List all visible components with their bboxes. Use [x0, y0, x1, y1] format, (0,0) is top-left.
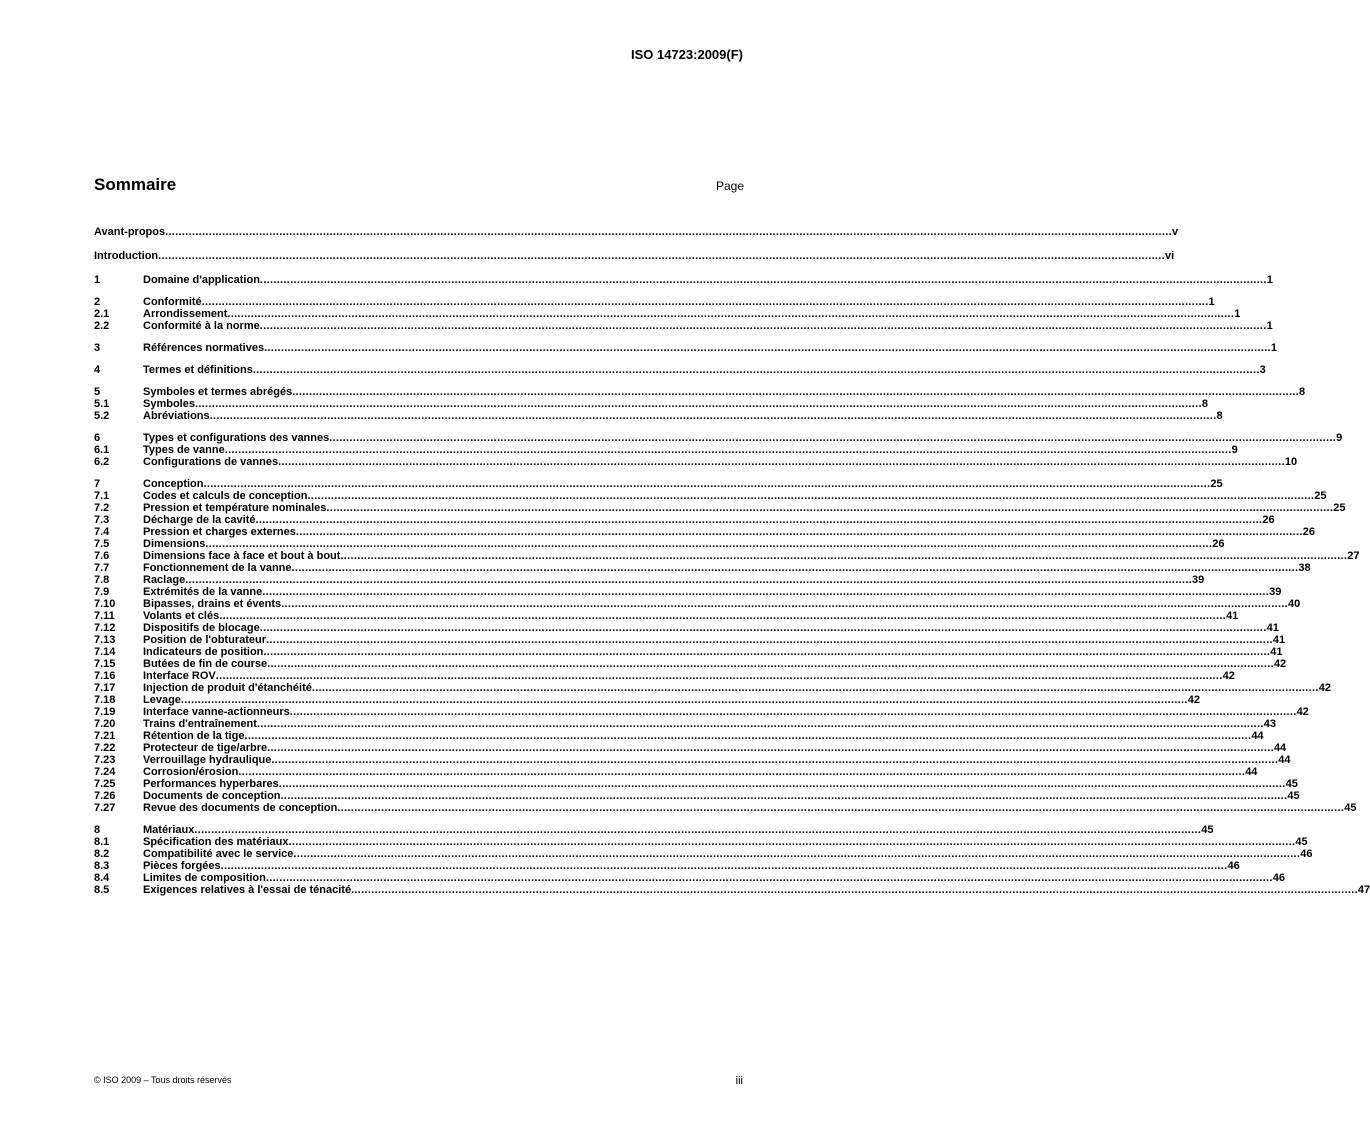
toc-entry-page: 25 [1314, 490, 1327, 502]
toc-dot-leader: ............................................................................................................................................................................................................................................................................................................ [267, 742, 1274, 754]
toc-entry-page: 25 [1210, 478, 1223, 490]
toc-entry[interactable] [94, 598, 1301, 610]
toc-dot-leader: ............................................................................................................................................................................................................................................................................................................ [280, 790, 1288, 802]
toc-entry-page: 43 [1263, 718, 1276, 730]
toc-entry-title: Domaine d'application [143, 274, 260, 286]
toc-entry[interactable] [94, 706, 1309, 718]
toc-dot-leader: ............................................................................................................................................................................................................................................................................................................ [201, 296, 1209, 308]
toc-entry-page: 46 [1227, 860, 1240, 872]
toc-entry-number: 4 [94, 364, 101, 376]
toc-entry-title: Configurations de vannes [143, 456, 279, 468]
toc-entry-number: 8.3 [94, 860, 110, 872]
toc-entry-number: 7.11 [94, 610, 115, 622]
toc-dot-leader: ............................................................................................................................................................................................................................................................................................................ [291, 562, 1299, 574]
toc-entry-number: 5.1 [94, 398, 110, 410]
toc-entry-title: Types de vanne [143, 444, 225, 456]
toc-entry-page: 41 [1270, 646, 1283, 658]
toc-entry-number: 7.8 [94, 574, 110, 586]
toc-entry-title: Codes et calculs de conception [143, 490, 308, 502]
toc-dot-leader: ............................................................................................................................................................................................................................................................................................................ [256, 718, 1264, 730]
toc-dot-leader: ............................................................................................................................................................................................................................................................................................................ [262, 586, 1270, 598]
toc-entry-number: 6.1 [94, 444, 110, 456]
toc-entry[interactable] [94, 730, 1264, 742]
toc-entry-page: 1 [1208, 296, 1215, 308]
toc-dot-leader: ............................................................................................................................................................................................................................................................................................................ [265, 872, 1273, 884]
toc-entry-title: Conformité à la norme [143, 320, 260, 332]
toc-entry-title: Levage [143, 694, 181, 706]
toc-entry-number: 7.10 [94, 598, 116, 610]
toc-entry-page: 45 [1287, 790, 1300, 802]
toc-entry-title: Symboles [143, 398, 195, 410]
toc-entry[interactable] [94, 670, 1235, 682]
toc-entry[interactable] [94, 274, 1273, 286]
toc-entry-number: 7.5 [94, 538, 110, 550]
toc-entry-page: 45 [1201, 824, 1214, 836]
toc-entry[interactable] [94, 386, 1306, 398]
toc-entry-title: Conception [143, 478, 204, 490]
toc-entry-page: 8 [1201, 398, 1208, 410]
toc-dot-leader: ............................................................................................................................................................................................................................................................................................................ [259, 274, 1267, 286]
toc-entry-number: 2 [94, 296, 101, 308]
toc-dot-leader: ............................................................................................................................................................................................................................................................................................................ [165, 226, 1172, 238]
toc-dot-leader: ............................................................................................................................................................................................................................................................................................................ [289, 706, 1297, 718]
toc-entry[interactable] [94, 610, 1239, 622]
toc-entry[interactable] [94, 766, 1258, 778]
toc-dot-leader: ............................................................................................................................................................................................................................................................................................................ [292, 386, 1300, 398]
toc-dot-leader: ............................................................................................................................................................................................................................................................................................................ [259, 622, 1267, 634]
toc-dot-leader: ............................................................................................................................................................................................................................................................................................................ [329, 432, 1337, 444]
toc-entry-title: Dimensions [143, 538, 206, 550]
toc-entry-number: 7.15 [94, 658, 116, 670]
toc-dot-leader: ............................................................................................................................................................................................................................................................................................................ [266, 634, 1273, 646]
toc-entry-title: Rétention de la tige [143, 730, 245, 742]
toc-entry[interactable] [94, 456, 1298, 468]
toc-entry[interactable] [94, 694, 1201, 706]
toc-entry-title: Corrosion/érosion [143, 766, 239, 778]
toc-dot-leader: ............................................................................................................................................................................................................................................................................................................ [205, 538, 1213, 550]
toc-heading [94, 175, 744, 199]
toc-entry-number: 7.1 [94, 490, 110, 502]
toc-entry-page: 44 [1273, 742, 1287, 754]
toc-dot-leader: ............................................................................................................................................................................................................................................................................................................ [293, 848, 1301, 860]
toc-dot-leader: ............................................................................................................................................................................................................................................................................................................ [224, 444, 1232, 456]
toc-entry[interactable] [94, 848, 1313, 860]
toc-dot-leader: ............................................................................................................................................................................................................................................................................................................ [259, 320, 1267, 332]
toc-dot-leader: ............................................................................................................................................................................................................................................................................................................ [227, 308, 1235, 320]
toc-entry[interactable] [94, 790, 1300, 802]
toc-entry-title: Limites de composition [143, 872, 266, 884]
toc-entry-title: Indicateurs de position [143, 646, 264, 658]
toc-entry-number: 7.24 [94, 766, 116, 778]
toc-entry-title: Interface vanne-actionneurs [143, 706, 290, 718]
toc-dot-leader: ............................................................................................................................................................................................................................................................................................................ [307, 490, 1315, 502]
toc-entry-title: Position de l'obturateur [143, 634, 267, 646]
toc-dot-leader: ............................................................................................................................................................................................................................................................................................................ [238, 766, 1246, 778]
toc-entry[interactable] [94, 718, 1276, 730]
toc-dot-leader: ............................................................................................................................................................................................................................................................................................................ [244, 730, 1252, 742]
toc-entry-title: Arrondissement [143, 308, 228, 320]
toc-entry-page: 42 [1296, 706, 1309, 718]
toc-dot-leader: ............................................................................................................................................................................................................................................................................................................ [264, 342, 1271, 354]
toc-entry[interactable] [94, 444, 1238, 456]
toc-entry-number: 2.2 [94, 320, 110, 332]
toc-entry-title: Documents de conception [143, 790, 281, 802]
toc-entry-title: Abréviations [143, 410, 210, 422]
toc-dot-leader: ............................................................................................................................................................................................................................................................................................................ [311, 682, 1319, 694]
toc-entry[interactable] [94, 320, 1273, 332]
toc-entry-number: 7.25 [94, 778, 116, 790]
toc-entry-number: 7.18 [94, 694, 116, 706]
toc-dot-leader: ............................................................................................................................................................................................................................................................................................................ [209, 410, 1217, 422]
toc-entry[interactable] [94, 502, 1346, 514]
toc-entry-number: 7 [94, 478, 101, 490]
toc-dot-leader: ............................................................................................................................................................................................................................................................................................................ [215, 670, 1223, 682]
toc-entry-title: Trains d'entraînement [143, 718, 257, 730]
toc-entry-title: Références normatives [143, 342, 265, 354]
toc-entry-page: 38 [1298, 562, 1311, 574]
toc-entry-page: 42 [1222, 670, 1235, 682]
copyright-notice: © ISO 2009 – Tous droits réservés [94, 1075, 232, 1085]
toc-entry-title: Symboles et termes abrégés [143, 386, 293, 398]
toc-entry-title: Bipasses, drains et évents [143, 598, 282, 610]
toc-entry-number: 6 [94, 432, 101, 444]
toc-entry[interactable] [94, 754, 1291, 766]
toc-entry[interactable] [94, 550, 1360, 562]
toc-entry-page: 39 [1269, 586, 1282, 598]
toc-entry-number: 8.2 [94, 848, 110, 860]
toc-entry-number: 7.26 [94, 790, 116, 802]
toc-entry[interactable] [94, 860, 1240, 872]
toc-entry-page: 44 [1278, 754, 1291, 766]
toc-entry-page: 47 [1357, 884, 1370, 896]
toc-entry-number: 7.6 [94, 550, 110, 562]
toc-entry-number: 5 [94, 386, 101, 398]
toc-dot-leader: ............................................................................................................................................................................................................................................................................................................ [252, 364, 1260, 376]
toc-entry-page: 1 [1234, 308, 1241, 320]
toc-entry[interactable] [94, 296, 1215, 308]
toc-entry[interactable] [94, 622, 1279, 634]
toc-entry[interactable] [94, 778, 1298, 790]
toc-entry[interactable] [94, 742, 1287, 754]
toc-entry-title: Interface ROV [143, 670, 216, 682]
toc-entry-number: 8 [94, 824, 101, 836]
toc-entry[interactable] [94, 574, 1205, 586]
toc-entry-number: 7.19 [94, 706, 116, 718]
toc-entry-title: Butées de fin de course [143, 658, 268, 670]
page-column-label: Page [715, 179, 744, 193]
toc-entry-number: 7.4 [94, 526, 110, 538]
toc-entry-page: 45 [1344, 802, 1357, 814]
toc-dot-leader: ............................................................................................................................................................................................................................................................................................................ [326, 502, 1334, 514]
page-title: Sommaire [94, 175, 177, 194]
toc-entry-title: Verrouillage hydraulique [143, 754, 272, 766]
toc-entry-title: Performances hyperbares [143, 778, 279, 790]
toc-dot-leader: ............................................................................................................................................................................................................................................................................................................ [271, 754, 1279, 766]
toc-entry-number: 1 [94, 274, 101, 286]
toc-entry-title: Introduction [94, 250, 159, 262]
toc-entry-title: Décharge de la cavité [143, 514, 256, 526]
toc-dot-leader: ............................................................................................................................................................................................................................................................................................................ [267, 658, 1274, 670]
toc-entry-number: 7.22 [94, 742, 116, 754]
toc-entry[interactable] [94, 646, 1283, 658]
toc-entry[interactable] [94, 398, 1208, 410]
toc-dot-leader: ............................................................................................................................................................................................................................................................................................................ [194, 398, 1202, 410]
toc-entry-page: 46 [1272, 872, 1285, 884]
toc-entry-title: Conformité [143, 296, 202, 308]
toc-entry-title: Revue des documents de conception [143, 802, 338, 814]
toc-entry-title: Volants et clés [143, 610, 220, 622]
toc-entry[interactable] [94, 478, 1223, 490]
toc-entry-number: 7.3 [94, 514, 110, 526]
toc-entry-title: Avant-propos [94, 226, 166, 238]
toc-entry-title: Exigences relatives à l'essai de ténacité [143, 884, 352, 896]
toc-entry-number: 5.2 [94, 410, 110, 422]
toc-entry[interactable] [94, 658, 1287, 670]
toc-entry-number: 7.21 [94, 730, 116, 742]
toc-entry-page: vi [1165, 250, 1175, 262]
toc-entry[interactable] [94, 538, 1225, 550]
toc-entry[interactable] [94, 634, 1286, 646]
toc-entry-number: 7.23 [94, 754, 116, 766]
toc-entry-number: 6.2 [94, 456, 110, 468]
toc-entry-title: Protecteur de tige/arbre [143, 742, 268, 754]
toc-entry-title: Compatibilité avec le service [143, 848, 294, 860]
toc-entry-number: 2.1 [94, 308, 110, 320]
toc-entry[interactable] [94, 364, 1266, 376]
toc-entry[interactable] [94, 872, 1285, 884]
toc-entry[interactable] [94, 526, 1315, 538]
toc-entry-number: 3 [94, 342, 101, 354]
toc-dot-leader: ............................................................................................................................................................................................................................................................................................................ [340, 550, 1348, 562]
toc-entry-number: 7.13 [94, 634, 116, 646]
toc-entry-number: 7.2 [94, 502, 110, 514]
toc-entry-number: 7.16 [94, 670, 116, 682]
toc-entry[interactable] [94, 432, 1343, 444]
toc-entry-page: 9 [1336, 432, 1343, 444]
toc-entry[interactable] [94, 586, 1282, 598]
toc-entry-title: Dispositifs de blocage [143, 622, 260, 634]
toc-entry-number: 7.9 [94, 586, 110, 598]
toc-entry-page: 42 [1318, 682, 1331, 694]
toc-dot-leader: ............................................................................................................................................................................................................................................................................................................ [351, 884, 1358, 896]
toc-entry-page: 8 [1216, 410, 1223, 422]
toc-entry-title: Pièces forgées [143, 860, 221, 872]
toc-entry-page: 41 [1272, 634, 1286, 646]
toc-dot-leader: ............................................................................................................................................................................................................................................................................................................ [288, 836, 1296, 848]
toc-entry-page: 39 [1192, 574, 1205, 586]
toc-entry-page: 45 [1295, 836, 1308, 848]
toc-entry-number: 7.20 [94, 718, 116, 730]
toc-entry[interactable] [94, 342, 1278, 354]
toc-entry-page: 41 [1266, 622, 1279, 634]
toc-entry-number: 7.27 [94, 802, 116, 814]
toc-dot-leader: ............................................................................................................................................................................................................................................................................................................ [281, 598, 1289, 610]
toc-entry[interactable] [94, 562, 1311, 574]
toc-entry-title: Dimensions face à face et bout à bout [143, 550, 341, 562]
toc-entry-page: 44 [1245, 766, 1258, 778]
toc-dot-leader: ............................................................................................................................................................................................................................................................................................................ [180, 694, 1188, 706]
toc-entry-number: 7.17 [94, 682, 116, 694]
toc-entry-page: v [1171, 226, 1179, 238]
toc-entry-page: 10 [1284, 456, 1298, 468]
toc-entry-page: 9 [1231, 444, 1238, 456]
toc-dot-leader: ............................................................................................................................................................................................................................................................................................................ [255, 514, 1263, 526]
toc-entry-title: Injection de produit d'étanchéité [143, 682, 312, 694]
toc-entry-number: 8.4 [94, 872, 110, 884]
toc-entry-page: 46 [1300, 848, 1313, 860]
toc-entry-title: Spécification des matériaux [143, 836, 289, 848]
toc-entry[interactable] [94, 226, 1179, 238]
toc-dot-leader: ............................................................................................................................................................................................................................................................................................................ [220, 860, 1228, 872]
toc-entry-page: 42 [1273, 658, 1287, 670]
toc-entry-page: 26 [1302, 526, 1315, 538]
toc-entry[interactable] [94, 824, 1214, 836]
toc-dot-leader: ............................................................................................................................................................................................................................................................................................................ [219, 610, 1227, 622]
toc-entry[interactable] [94, 682, 1331, 694]
toc-dot-leader: ............................................................................................................................................................................................................................................................................................................ [295, 526, 1303, 538]
toc-entry-number: 7.12 [94, 622, 116, 634]
toc-dot-leader: ............................................................................................................................................................................................................................................................................................................ [278, 456, 1285, 468]
table-of-contents [94, 226, 1370, 896]
toc-entry-number: 7.14 [94, 646, 116, 658]
toc-entry[interactable] [94, 836, 1308, 848]
document-id: ISO 14723:2009(F) [630, 47, 743, 62]
toc-entry[interactable] [94, 884, 1370, 896]
toc-entry-page: 26 [1262, 514, 1275, 526]
toc-entry-page: 1 [1270, 342, 1278, 354]
toc-entry-page: 26 [1212, 538, 1225, 550]
toc-entry-title: Types et configurations des vannes [143, 432, 330, 444]
toc-entry-page: 3 [1259, 364, 1266, 376]
toc-entry-number: 8.5 [94, 884, 110, 896]
toc-entry-page: 40 [1288, 598, 1301, 610]
toc-dot-leader: ............................................................................................................................................................................................................................................................................................................ [194, 824, 1202, 836]
toc-entry-title: Pression et charges externes [143, 526, 296, 538]
page-number: iii [735, 1075, 743, 1087]
toc-dot-leader: ............................................................................................................................................................................................................................................................................................................ [158, 250, 1165, 262]
toc-entry-page: 42 [1187, 694, 1201, 706]
toc-entry-page: 44 [1251, 730, 1264, 742]
toc-entry-page: 1 [1266, 320, 1273, 332]
toc-dot-leader: ............................................................................................................................................................................................................................................................................................................ [278, 778, 1286, 790]
toc-entry[interactable] [94, 490, 1327, 502]
toc-entry[interactable] [94, 308, 1241, 320]
toc-entry[interactable] [94, 410, 1223, 422]
toc-entry[interactable] [94, 250, 1175, 262]
toc-entry-page: 1 [1266, 274, 1273, 286]
toc-entry-number: 8.1 [94, 836, 110, 848]
toc-entry-title: Termes et définitions [143, 364, 253, 376]
toc-entry-number: 7.7 [94, 562, 110, 574]
toc-dot-leader: ............................................................................................................................................................................................................................................................................................................ [263, 646, 1271, 658]
toc-dot-leader: ............................................................................................................................................................................................................................................................................................................ [337, 802, 1345, 814]
toc-entry-page: 25 [1333, 502, 1346, 514]
toc-entry-title: Fonctionnement de la vanne [143, 562, 292, 574]
toc-entry-page: 45 [1285, 778, 1298, 790]
toc-entry[interactable] [94, 514, 1275, 526]
toc-entry-page: 41 [1226, 610, 1239, 622]
toc-entry-title: Matériaux [143, 824, 195, 836]
toc-entry-page: 8 [1299, 386, 1306, 398]
toc-entry[interactable] [94, 802, 1357, 814]
toc-entry-title: Raclage [143, 574, 186, 586]
toc-dot-leader: ............................................................................................................................................................................................................................................................................................................ [185, 574, 1193, 586]
toc-dot-leader: ............................................................................................................................................................................................................................................................................................................ [203, 478, 1211, 490]
toc-entry-page: 27 [1347, 550, 1360, 562]
toc-entry-title: Extrémités de la vanne [143, 586, 263, 598]
toc-entry-title: Pression et température nominales [143, 502, 327, 514]
